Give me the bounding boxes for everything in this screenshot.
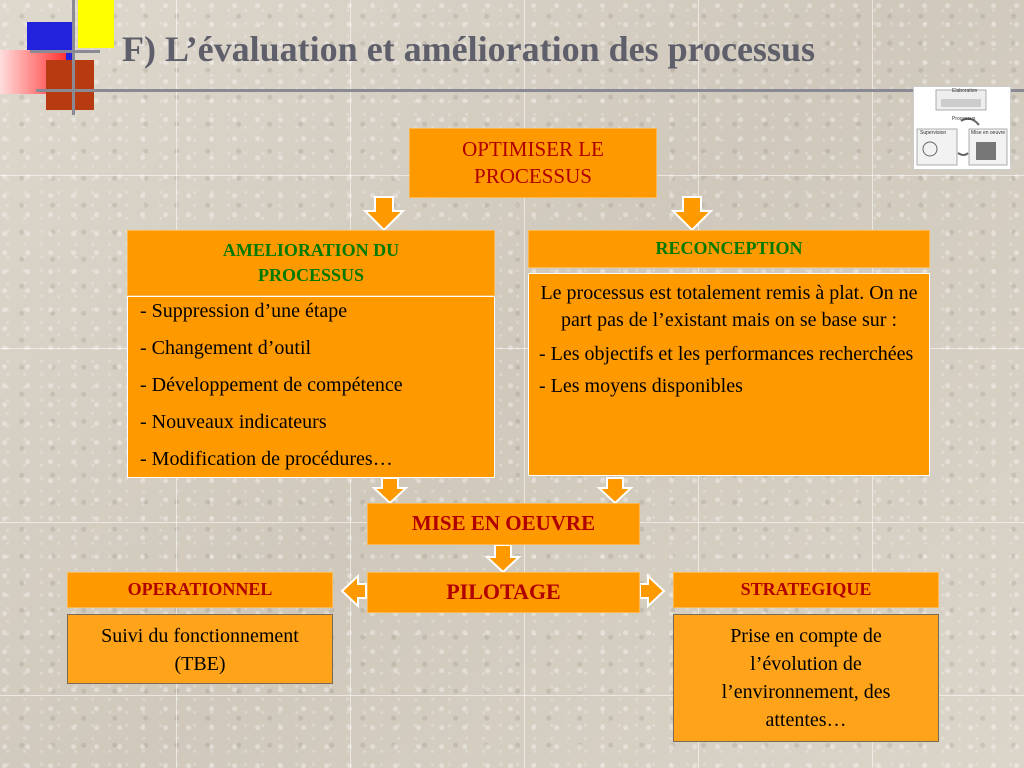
reconception-item: - Les moyens disponibles <box>539 375 743 397</box>
amelioration-header <box>127 230 495 296</box>
amelioration-label: AMELIORATION DU PROCESSUS <box>222 240 400 285</box>
deco-square-darkred <box>46 60 94 110</box>
strategique-text: Prise en compte de l’évolution de l’environnement, des attentes… <box>721 625 891 731</box>
amelioration-item: - Changement d’outil <box>140 337 312 359</box>
thumb-mise-label: Mise en oeuvre <box>971 130 1006 136</box>
arrow-down-right <box>673 197 711 230</box>
amelioration-item: - Modification de procédures… <box>140 448 393 470</box>
amelioration-item: - Nouveaux indicateurs <box>140 411 327 433</box>
reconception-body <box>528 273 930 476</box>
arrow-down-left <box>365 197 403 230</box>
deco-square-yellow <box>78 0 114 48</box>
grid-line <box>524 0 525 768</box>
amelioration-list <box>127 296 495 478</box>
operationnel-header <box>67 572 333 608</box>
operationnel-text: Suivi du fonctionnement (TBE) <box>101 625 299 675</box>
deco-line-h <box>30 50 100 53</box>
arrow-mise-to-pilotage <box>487 545 519 572</box>
process-thumbnail <box>913 86 1011 170</box>
page-title: F) L’évaluation et amélioration des processus <box>122 29 815 69</box>
reconception-label: RECONCEPTION <box>655 238 803 258</box>
operationnel-label: OPERATIONNEL <box>127 579 273 599</box>
thumbnail-svg <box>914 87 1010 169</box>
thumb-processus-label: Processus <box>952 116 976 122</box>
arrow-left-to-mise <box>374 478 406 503</box>
optimiser-box <box>409 128 657 198</box>
thumb-elaboration-label: Elaboration <box>952 88 978 94</box>
amelioration-item: - Développement de compétence <box>140 374 403 396</box>
deco-line-v <box>72 0 75 115</box>
mise-label: MISE EN OEUVRE <box>411 511 596 535</box>
reconception-intro: Le processus est totalement remis à plat. On ne part pas de l’existant mais on se base sur : <box>540 282 918 331</box>
reconception-item: - Les objectifs et les performances recherchées <box>539 343 914 365</box>
amelioration-item: - Suppression d’une étape <box>140 300 348 322</box>
arrow-pilotage-left <box>342 576 366 606</box>
operationnel-body <box>67 614 333 684</box>
arrow-pilotage-right <box>640 576 664 606</box>
strategique-label: STRATEGIQUE <box>740 579 872 599</box>
optimiser-label: OPTIMISER LE PROCESSUS <box>462 137 604 188</box>
mise-box <box>367 503 640 545</box>
pilotage-label: PILOTAGE <box>446 579 561 604</box>
pilotage-box <box>367 572 640 613</box>
strategique-body <box>673 614 939 742</box>
arrow-right-to-mise <box>599 478 631 503</box>
title-underline <box>36 89 1024 92</box>
reconception-header <box>528 230 930 268</box>
thumb-supervision-label: Supervision <box>920 130 947 136</box>
strategique-header <box>673 572 939 608</box>
